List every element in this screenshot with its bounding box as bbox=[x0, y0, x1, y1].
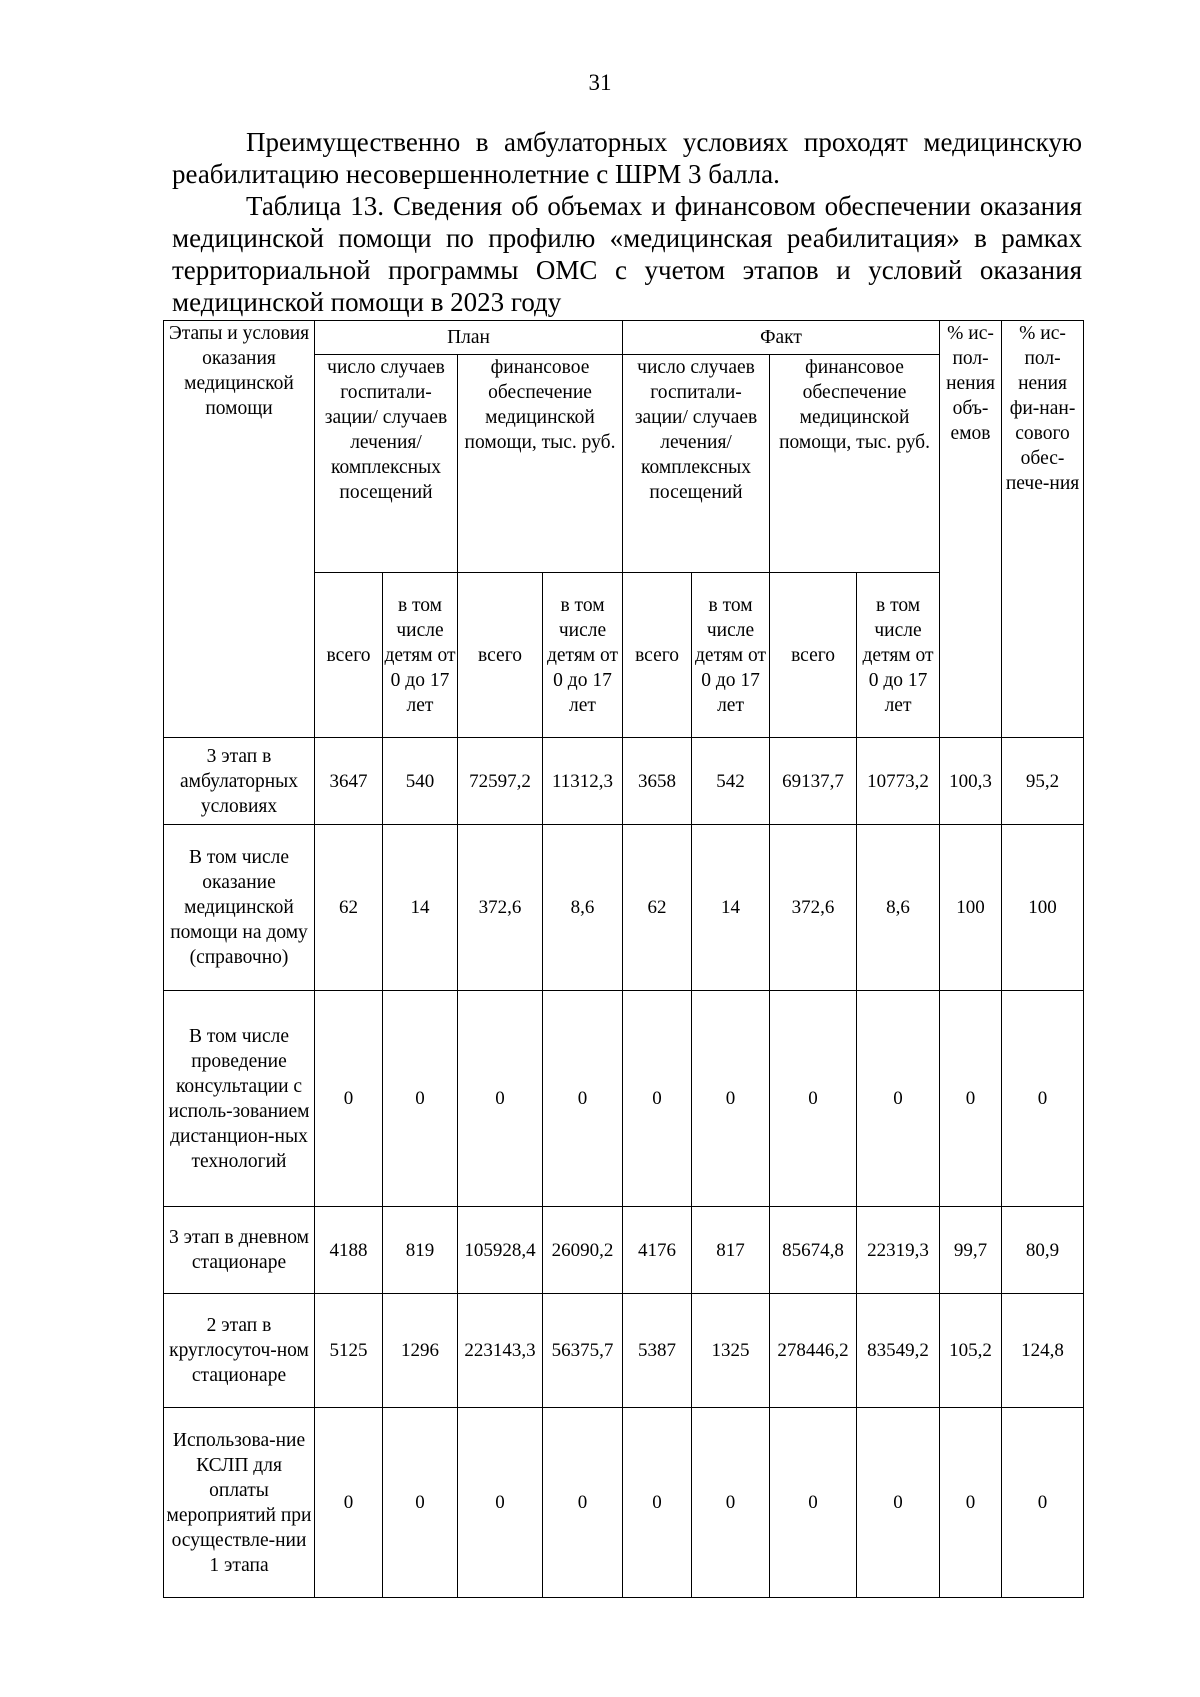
cell: 62 bbox=[623, 825, 692, 991]
cell: 14 bbox=[383, 825, 458, 991]
header-pct-volume: % ис-пол-нения объ-емов bbox=[940, 321, 1002, 738]
cell: 223143,3 bbox=[458, 1294, 543, 1408]
cell: 1325 bbox=[692, 1294, 770, 1408]
cell: 0 bbox=[383, 1408, 458, 1598]
table-row bbox=[164, 1294, 1084, 1408]
cell: 3647 bbox=[315, 738, 383, 825]
row-label: В том числе проведение консультации с исполь-зованием дистанцион-ных технологий bbox=[164, 991, 315, 1207]
cell: 26090,2 bbox=[543, 1207, 623, 1294]
header-plan-cases: число случаев госпитали-зации/ случаев лечения/ комплексных посещений bbox=[315, 355, 458, 573]
cell: 278446,2 bbox=[770, 1294, 857, 1408]
cell: 8,6 bbox=[543, 825, 623, 991]
row-label: В том числе оказание медицинской помощи на дому (справочно) bbox=[164, 825, 315, 991]
data-table bbox=[163, 320, 1084, 1598]
cell: 817 bbox=[692, 1207, 770, 1294]
table-row bbox=[164, 738, 1084, 825]
cell: 0 bbox=[857, 1408, 940, 1598]
cell: 0 bbox=[692, 1408, 770, 1598]
cell: 1296 bbox=[383, 1294, 458, 1408]
header-plan-cases-total: всего bbox=[315, 573, 383, 738]
header-plan: План bbox=[315, 321, 623, 355]
cell: 62 bbox=[315, 825, 383, 991]
paragraph-intro: Преимущественно в амбулаторных условиях проходят медицинскую реабилитацию несовершеннолетние с ШРМ 3 балла. bbox=[172, 127, 1082, 189]
cell: 22319,3 bbox=[857, 1207, 940, 1294]
header-fact-finance-total: всего bbox=[770, 573, 857, 738]
cell: 5125 bbox=[315, 1294, 383, 1408]
cell: 11312,3 bbox=[543, 738, 623, 825]
cell: 0 bbox=[1002, 1408, 1084, 1598]
cell: 8,6 bbox=[857, 825, 940, 991]
cell: 0 bbox=[383, 991, 458, 1207]
row-label: Использова-ние КСЛП для оплаты мероприятий при осуществле-нии 1 этапа bbox=[164, 1408, 315, 1598]
cell: 124,8 bbox=[1002, 1294, 1084, 1408]
cell: 0 bbox=[315, 1408, 383, 1598]
cell: 100 bbox=[940, 825, 1002, 991]
cell: 105,2 bbox=[940, 1294, 1002, 1408]
cell: 105928,4 bbox=[458, 1207, 543, 1294]
cell: 5387 bbox=[623, 1294, 692, 1408]
cell: 540 bbox=[383, 738, 458, 825]
cell: 100,3 bbox=[940, 738, 1002, 825]
cell: 372,6 bbox=[458, 825, 543, 991]
header-fact-finance: финансовое обеспечение медицинской помощи, тыс. руб. bbox=[770, 355, 940, 573]
row-label: 3 этап в амбулаторных условиях bbox=[164, 738, 315, 825]
cell: 0 bbox=[692, 991, 770, 1207]
header-fact: Факт bbox=[623, 321, 940, 355]
cell: 10773,2 bbox=[857, 738, 940, 825]
table-row bbox=[164, 1207, 1084, 1294]
cell: 0 bbox=[315, 991, 383, 1207]
cell: 0 bbox=[770, 991, 857, 1207]
cell: 0 bbox=[940, 991, 1002, 1207]
row-label: 2 этап в круглосуточ-ном стационаре bbox=[164, 1294, 315, 1408]
header-plan-finance-total: всего bbox=[458, 573, 543, 738]
cell: 0 bbox=[543, 1408, 623, 1598]
table-row bbox=[164, 825, 1084, 991]
cell: 99,7 bbox=[940, 1207, 1002, 1294]
cell: 0 bbox=[623, 991, 692, 1207]
row-label: 3 этап в дневном стационаре bbox=[164, 1207, 315, 1294]
page-number: 31 bbox=[588, 70, 612, 95]
cell: 0 bbox=[458, 991, 543, 1207]
cell: 100 bbox=[1002, 825, 1084, 991]
cell: 69137,7 bbox=[770, 738, 857, 825]
table-row bbox=[164, 991, 1084, 1207]
cell: 0 bbox=[543, 991, 623, 1207]
table-caption: Таблица 13. Сведения об объемах и финансовом обеспечении оказания медицинской помощи по профилю «медицинская реабилитация» в рамках территориальной программы ОМС с учетом этапов и условий оказания медицинской помощи в 2023 году bbox=[172, 191, 1082, 317]
cell: 0 bbox=[770, 1408, 857, 1598]
header-pct-finance: % ис-пол-нения фи-нан-сового обес-пече-ния bbox=[1002, 321, 1084, 738]
cell: 0 bbox=[857, 991, 940, 1207]
cell: 0 bbox=[458, 1408, 543, 1598]
cell: 542 bbox=[692, 738, 770, 825]
table-row bbox=[164, 1408, 1084, 1598]
cell: 0 bbox=[623, 1408, 692, 1598]
header-plan-finance: финансовое обеспечение медицинской помощи, тыс. руб. bbox=[458, 355, 623, 573]
cell: 56375,7 bbox=[543, 1294, 623, 1408]
header-fact-finance-children: в том числе детям от 0 до 17 лет bbox=[857, 573, 940, 738]
cell: 72597,2 bbox=[458, 738, 543, 825]
cell: 4176 bbox=[623, 1207, 692, 1294]
cell: 372,6 bbox=[770, 825, 857, 991]
cell: 819 bbox=[383, 1207, 458, 1294]
cell: 4188 bbox=[315, 1207, 383, 1294]
header-fact-cases-children: в том числе детям от 0 до 17 лет bbox=[692, 573, 770, 738]
header-plan-finance-children: в том числе детям от 0 до 17 лет bbox=[543, 573, 623, 738]
header-plan-cases-children: в том числе детям от 0 до 17 лет bbox=[383, 573, 458, 738]
header-fact-cases-total: всего bbox=[623, 573, 692, 738]
cell: 3658 bbox=[623, 738, 692, 825]
cell: 0 bbox=[1002, 991, 1084, 1207]
header-fact-cases: число случаев госпитали-зации/ случаев лечения/ комплексных посещений bbox=[623, 355, 770, 573]
cell: 85674,8 bbox=[770, 1207, 857, 1294]
cell: 14 bbox=[692, 825, 770, 991]
cell: 80,9 bbox=[1002, 1207, 1084, 1294]
cell: 95,2 bbox=[1002, 738, 1084, 825]
cell: 0 bbox=[940, 1408, 1002, 1598]
header-stages: Этапы и условия оказания медицинской помощи bbox=[164, 321, 315, 738]
cell: 83549,2 bbox=[857, 1294, 940, 1408]
